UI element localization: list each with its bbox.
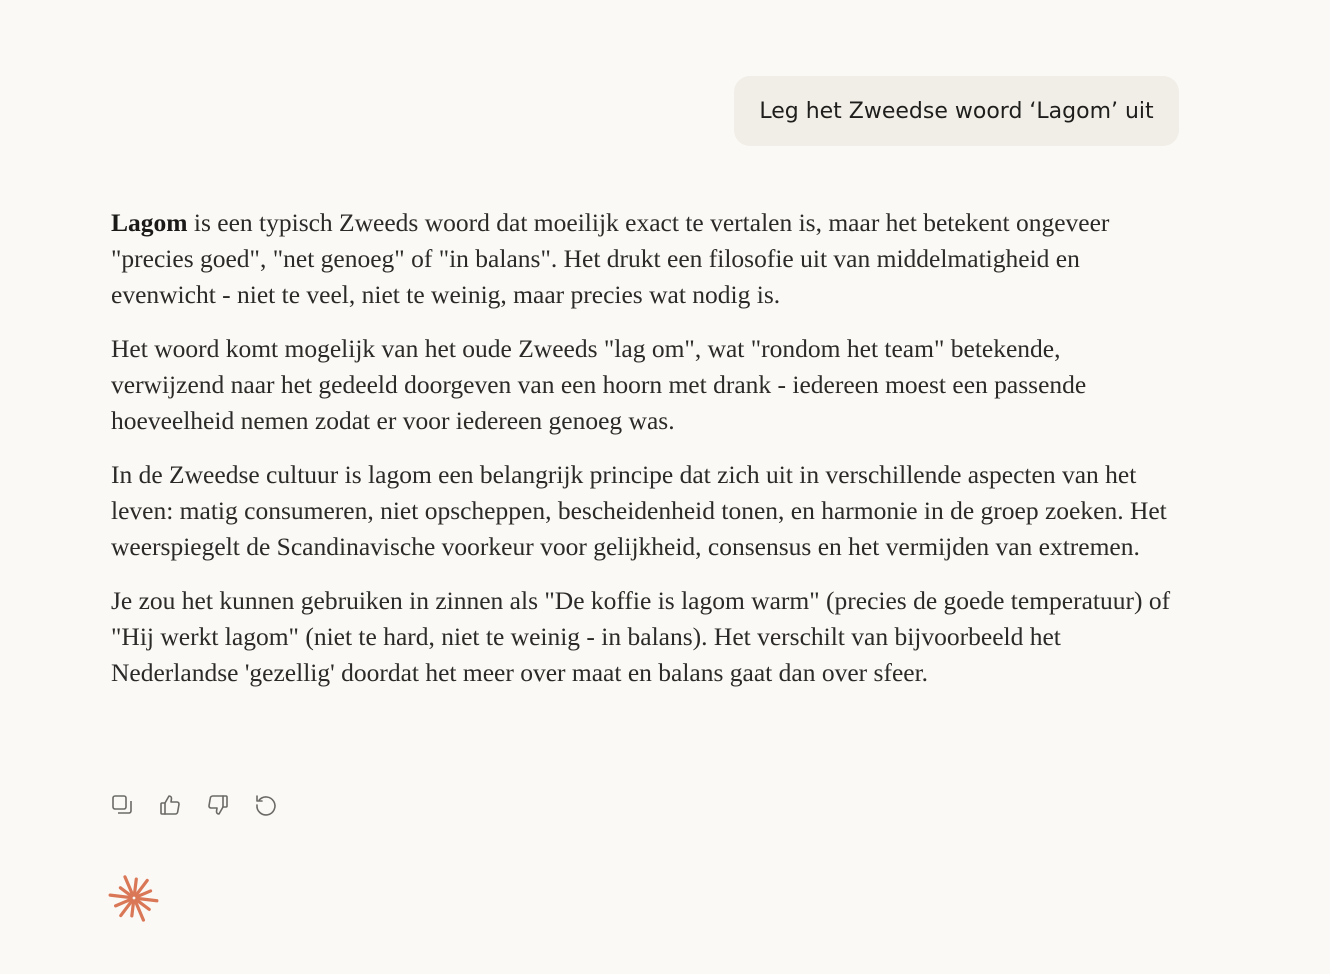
thumbs-up-button[interactable] xyxy=(158,792,182,818)
assistant-paragraph: Je zou het kunnen gebruiken in zinnen als "De koffie is lagom warm" (precies de goede temperatuur) of "Hij werkt lagom" (niet te hard, niet te weinig - in balans). Het verschilt van bijvoorbeeld het Nederlandse 'gezellig' doordat het meer over maat en balans gaat dan over sfeer. xyxy=(111,586,1171,687)
thumbs-down-icon xyxy=(206,793,230,817)
message-actions xyxy=(110,792,278,818)
brand-spark-icon xyxy=(108,872,160,924)
retry-icon xyxy=(254,793,278,817)
assistant-paragraph: In de Zweedse cultuur is lagom een belangrijk principe dat zich uit in verschillende aspecten van het leven: matig consumeren, niet opscheppen, bescheidenheid tonen, en harmonie in de groep zoeken. Het weerspiegelt de Scandinavische voorkeur voor gelijkheid, consensus en het vermijden van extremen. xyxy=(111,460,1167,561)
thumbs-up-icon xyxy=(158,793,182,817)
copy-icon xyxy=(110,793,134,817)
assistant-paragraph: Het woord komt mogelijk van het oude Zweeds "lag om", wat "rondom het team" betekende, verwijzend naar het gedeeld doorgeven van een hoorn met drank - iedereen moest een passende hoeveelheid nemen zodat er voor iedereen genoeg was. xyxy=(111,334,1087,435)
user-message-bubble xyxy=(734,76,1179,146)
thumbs-down-button[interactable] xyxy=(206,792,230,818)
retry-button[interactable] xyxy=(254,792,278,818)
assistant-paragraph xyxy=(111,205,1171,313)
user-message-text: Leg het Zweedse woord ‘Lagom’ uit xyxy=(759,98,1154,124)
assistant-term-bold: Lagom xyxy=(111,208,188,237)
assistant-paragraph-text: is een typisch Zweeds woord dat moeilijk exact te vertalen is, maar het betekent ongeveer "precies goed", "net genoeg" of "in balans". Het drukt een filosofie uit van middelmatigheid en evenwicht - niet te veel, niet te weinig, maar precies wat nodig is. xyxy=(111,208,1110,309)
assistant-message xyxy=(111,205,1171,709)
copy-button[interactable] xyxy=(110,792,134,818)
